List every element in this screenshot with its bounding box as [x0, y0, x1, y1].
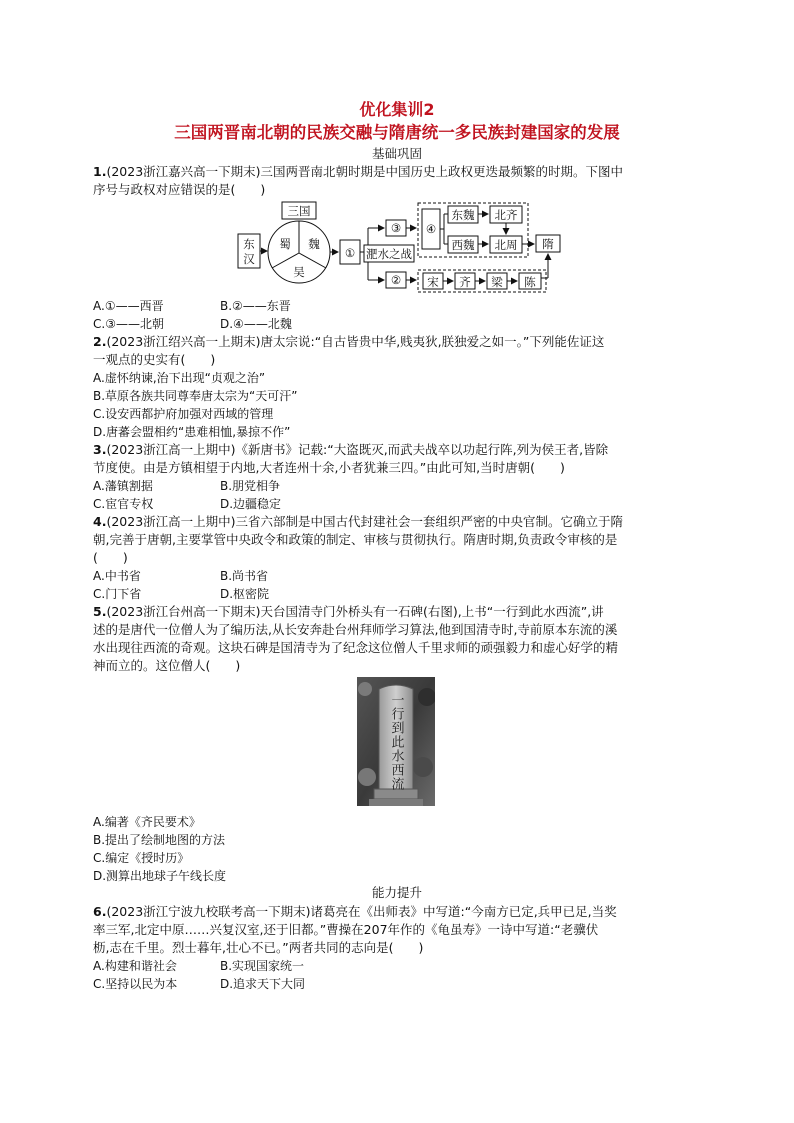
- q6-option-a[interactable]: A.构建和谐社会: [93, 959, 177, 973]
- q4-line2: 朝,完善于唐朝,主要掌管中央政令和政策的制定、审核与贯彻执行。隋唐时期,负责政令审核的是: [93, 532, 618, 547]
- n3-label: ③: [390, 221, 402, 235]
- q6-line2: 率三军,北定中原……兴复汉室,还于旧都。”曹操在207年作的《龟虽寿》一诗中写道:“老骥伏: [93, 922, 599, 937]
- wu-label: 吴: [293, 265, 305, 279]
- dynasty-diagram: [236, 200, 566, 298]
- q6-option-d[interactable]: D.追求天下大同: [220, 977, 306, 991]
- q6-option-c[interactable]: C.坚持以民为本: [93, 977, 178, 991]
- q3-text: (2023浙江高一上期中)《新唐书》记载:“大盗既灭,而武夫战卒以功起行阵,列为侯王者,皆除: [106, 442, 609, 457]
- q6-text: (2023浙江宁波九校联考高一下期末)诸葛亮在《出师表》中写道:“今南方已定,兵甲已足,当奖: [106, 904, 617, 919]
- section-advanced: 能力提升: [371, 885, 422, 900]
- donghan-label-1: 东: [243, 237, 255, 251]
- stele-photo: [357, 677, 435, 806]
- chen-label: 陈: [524, 275, 536, 289]
- q2-text: (2023浙江绍兴高一上期末)唐太宗说:“自古皆贵中华,贱夷狄,朕独爱之如一。”下列能佐证这: [106, 334, 605, 349]
- q4-option-d[interactable]: D.枢密院: [220, 587, 270, 601]
- wei-label: 魏: [308, 237, 320, 251]
- q1-number: 1.: [93, 164, 107, 179]
- xiwei-label: 西魏: [451, 238, 475, 252]
- page-subtitle: 三国两晋南北朝的民族交融与隋唐统一多民族封建国家的发展: [174, 123, 620, 142]
- q3-option-d[interactable]: D.边疆稳定: [220, 497, 282, 511]
- q5-text: (2023浙江台州高一下期末)天台国清寺门外桥头有一石碑(右图),上书“一行到此水西流”,讲: [106, 604, 604, 619]
- q2-option-b[interactable]: B.草原各族共同尊奉唐太宗为“天可汗”: [93, 389, 298, 403]
- q2-option-d[interactable]: D.唐蕃会盟相约“患难相恤,暴掠不作”: [93, 425, 291, 439]
- q3-option-a[interactable]: A.藩镇割据: [93, 479, 153, 493]
- q5-option-b[interactable]: B.提出了绘制地图的方法: [93, 833, 226, 847]
- q1-option-d[interactable]: D.④——北魏: [220, 317, 292, 331]
- q1-line2: 序号与政权对应错误的是( ): [93, 182, 266, 197]
- liang-label: 梁: [491, 275, 503, 289]
- song-label: 宋: [427, 275, 439, 289]
- q5-number: 5.: [93, 604, 107, 619]
- shu-label: 蜀: [279, 237, 291, 251]
- q2-line1: [93, 334, 703, 350]
- donghan-label-2: 汉: [243, 252, 255, 266]
- q2-option-c[interactable]: C.设安西都护府加强对西域的管理: [93, 407, 274, 421]
- q5-line2: 述的是唐代一位僧人为了编历法,从长安奔赴台州拜师学习算法,他到国清寺时,寺前原本东流的溪: [93, 622, 618, 637]
- q4-line1: [93, 514, 703, 530]
- sui-label: 隋: [542, 237, 554, 251]
- q6-line1: [93, 904, 703, 920]
- q1-option-c[interactable]: C.③——北朝: [93, 317, 164, 331]
- n1-label: ①: [344, 246, 356, 260]
- q6-option-b[interactable]: B.实现国家统一: [220, 959, 305, 973]
- q4-number: 4.: [93, 514, 107, 529]
- feishui-label: 淝水之战: [366, 247, 412, 261]
- q1-text: (2023浙江嘉兴高一下期末)三国两晋南北朝时期是中国历史上政权更迭最频繁的时期。下图中: [106, 164, 624, 179]
- q5-option-d[interactable]: D.测算出地球子午线长度: [93, 869, 227, 883]
- q2-number: 2.: [93, 334, 107, 349]
- q2-line2: 一观点的史实有( ): [93, 352, 216, 367]
- q3-line2: 节度使。由是方镇相望于内地,大者连州十余,小者犹兼三四。”由此可知,当时唐朝( ): [93, 460, 565, 475]
- beizhou-label: 北周: [494, 238, 518, 252]
- stele-inscription: 一行到此水西流: [388, 693, 404, 791]
- n2-label: ②: [390, 273, 402, 287]
- q3-option-c[interactable]: C.宦官专权: [93, 497, 154, 511]
- q5-option-a[interactable]: A.编著《齐民要术》: [93, 815, 201, 829]
- q6-number: 6.: [93, 904, 107, 919]
- q1-option-a[interactable]: A.①——西晋: [93, 299, 164, 313]
- q4-option-c[interactable]: C.门下省: [93, 587, 142, 601]
- section-basic: 基础巩固: [371, 146, 422, 161]
- sanguo-label: 三国: [287, 204, 311, 218]
- n4-label: ④: [425, 222, 437, 236]
- q1-option-b[interactable]: B.②——东晋: [220, 299, 291, 313]
- q3-option-b[interactable]: B.朋党相争: [220, 479, 281, 493]
- q4-text: (2023浙江高一上期中)三省六部制是中国古代封建社会一套组织严密的中央官制。它确立于隋: [106, 514, 624, 529]
- q5-option-c[interactable]: C.编定《授时历》: [93, 851, 190, 865]
- q2-option-a[interactable]: A.虚怀纳谏,治下出现“贞观之治”: [93, 371, 266, 385]
- q5-line4: 神而立的。这位僧人( ): [93, 658, 241, 673]
- q4-option-b[interactable]: B.尚书省: [220, 569, 269, 583]
- qi-label: 齐: [459, 275, 471, 289]
- q4-option-a[interactable]: A.中书省: [93, 569, 141, 583]
- q6-line3: 枥,志在千里。烈士暮年,壮心不已。”两者共同的志向是( ): [93, 940, 424, 955]
- dongwei-label: 东魏: [451, 208, 475, 222]
- page-title: 优化集训2: [359, 100, 435, 119]
- q1-line1: [93, 164, 703, 180]
- q5-line3: 水出现往西流的奇观。这块石碑是国清寺为了纪念这位僧人千里求师的顽强毅力和虚心好学的精: [93, 640, 619, 655]
- beiqi-label: 北齐: [494, 208, 518, 222]
- q3-number: 3.: [93, 442, 107, 457]
- q5-line1: [93, 604, 703, 620]
- q4-line3: ( ): [93, 550, 128, 565]
- q3-line1: [93, 442, 703, 458]
